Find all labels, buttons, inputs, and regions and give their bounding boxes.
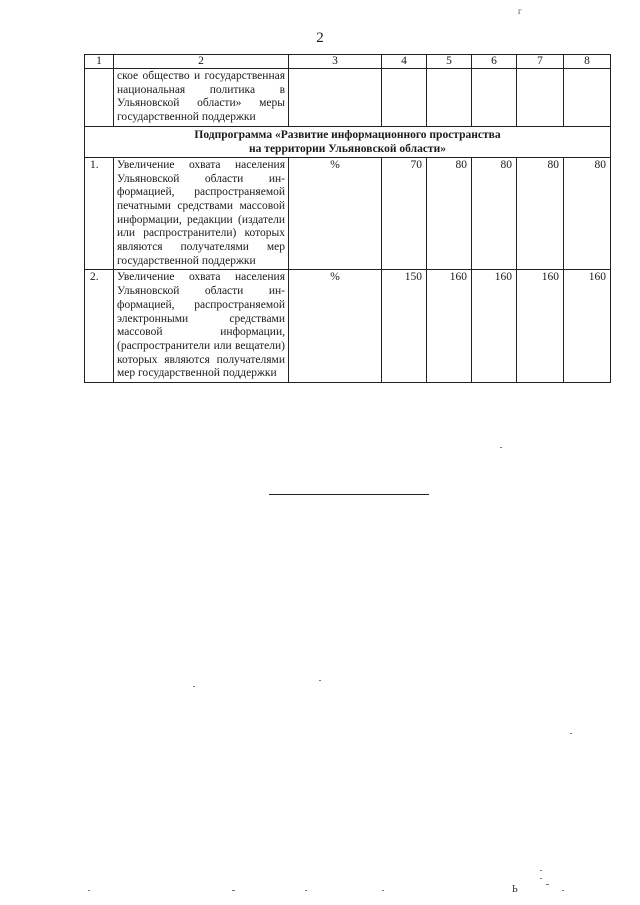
scan-speck <box>319 680 321 681</box>
row-number: 1. <box>85 157 114 270</box>
value-cell: 160 <box>517 270 564 383</box>
value-cell: 160 <box>564 270 611 383</box>
column-number: 2 <box>114 55 289 69</box>
scan-speck <box>193 686 195 687</box>
column-number: 7 <box>517 55 564 69</box>
indicator-name: Увеличение охвата населения Ульяновской области информацией, распространяемой электронными средствами массовой информации, (распространители или вещатели) которых являются получателями мер государственной поддержки <box>114 270 289 383</box>
continuation-text: ское общество и государственная национальная политика в Ульяновской области» меры государственной поддержки <box>114 69 289 127</box>
subprogram-title-line1: Подпрограмма «Развитие информационного пространства <box>194 128 501 141</box>
value-cell: 150 <box>382 270 427 383</box>
scan-speck <box>88 890 90 891</box>
column-number: 1 <box>85 55 114 69</box>
row-number-cell <box>85 69 114 127</box>
value-cell: 80 <box>472 157 517 270</box>
subprogram-title-line2: на территории Ульяновской области» <box>249 142 446 155</box>
scan-speck <box>540 870 542 871</box>
unit-cell: % <box>289 157 382 270</box>
empty-cell <box>472 69 517 127</box>
empty-cell <box>427 69 472 127</box>
row-number: 2. <box>85 270 114 383</box>
value-cell: 80 <box>517 157 564 270</box>
table-row <box>85 157 611 270</box>
table-row <box>85 270 611 383</box>
end-separator-line <box>269 494 429 495</box>
empty-cell <box>382 69 427 127</box>
continuation-row <box>85 69 611 127</box>
value-cell: 160 <box>472 270 517 383</box>
bottom-scan-mark: Ь <box>512 884 518 895</box>
column-number: 5 <box>427 55 472 69</box>
scan-speck <box>382 890 384 891</box>
scan-speck <box>500 447 502 448</box>
value-cell: 160 <box>427 270 472 383</box>
corner-scan-mark: г <box>518 6 522 16</box>
empty-cell <box>564 69 611 127</box>
scan-speck <box>305 890 307 891</box>
column-number: 3 <box>289 55 382 69</box>
scan-speck <box>562 890 564 891</box>
column-numbers-row <box>85 55 611 69</box>
scan-speck <box>232 890 235 891</box>
subprogram-row <box>85 126 611 157</box>
value-cell: 70 <box>382 157 427 270</box>
column-number: 4 <box>382 55 427 69</box>
value-cell: 80 <box>427 157 472 270</box>
empty-cell <box>289 69 382 127</box>
scan-speck <box>570 733 572 734</box>
page-number: 2 <box>316 30 324 46</box>
subprogram-title <box>85 126 611 157</box>
empty-cell <box>517 69 564 127</box>
column-number: 6 <box>472 55 517 69</box>
value-cell: 80 <box>564 157 611 270</box>
scan-speck <box>540 878 542 879</box>
unit-cell: % <box>289 270 382 383</box>
scan-speck <box>546 884 549 885</box>
indicator-name: Увеличение охвата населения Ульяновской области информацией, распространяемой печатными средствами массовой информации, редакции (издатели или распространители) которых являются получателями мер государственной поддержки <box>114 157 289 270</box>
indicators-table <box>84 54 611 383</box>
column-number: 8 <box>564 55 611 69</box>
